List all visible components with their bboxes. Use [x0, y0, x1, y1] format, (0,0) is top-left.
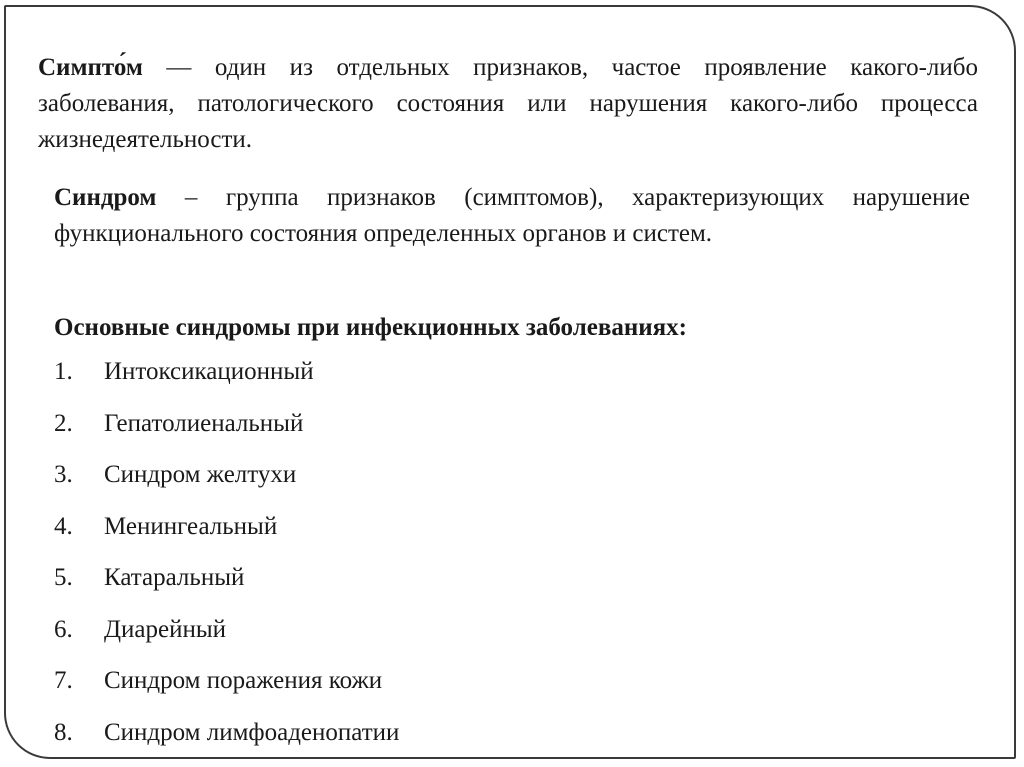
- list-item: [54, 355, 399, 407]
- syndromes-heading: Основные синдромы при инфекционных заболеваниях:: [54, 314, 687, 341]
- symptom-term: Симпто́м: [38, 54, 143, 81]
- list-item-number: 4.: [54, 512, 73, 540]
- list-item-number: 6.: [54, 615, 73, 643]
- list-item-label: Катаральный: [104, 564, 245, 591]
- list-item: [54, 510, 399, 562]
- list-item: [54, 458, 399, 510]
- symptom-definition: [38, 50, 978, 158]
- list-item-label: Синдром поражения кожи: [104, 667, 383, 694]
- list-item: [54, 664, 399, 716]
- list-item-number: 3.: [54, 461, 73, 488]
- list-item-number: 8.: [54, 718, 73, 746]
- list-item-label: Менингеальный: [104, 512, 278, 540]
- symptom-text: — один из отдельных признаков, частое проявление какого-либо заболевания, патологического состояния или нарушения какого-либо процесса жизнедеятельности.: [38, 54, 978, 153]
- list-item: [54, 613, 399, 665]
- syndrome-term: Синдром: [54, 184, 157, 211]
- list-item-number: 7.: [54, 667, 73, 694]
- list-item-label: Синдром лимфоаденопатии: [104, 718, 400, 746]
- syndrome-text: – группа признаков (симптомов), характеризующих нарушение функционального состояния определенных органов и систем.: [54, 184, 970, 247]
- list-item-label: Диарейный: [104, 615, 227, 643]
- list-item-label: Синдром желтухи: [104, 461, 297, 488]
- list-item-number: 5.: [54, 564, 73, 591]
- list-item-label: Интоксикационный: [104, 358, 314, 385]
- list-item: [54, 716, 399, 767]
- syndromes-list: [54, 355, 399, 767]
- list-item-label: Гепатолиенальный: [104, 409, 304, 437]
- list-item-number: 1.: [54, 358, 73, 385]
- list-item: [54, 561, 399, 613]
- list-item: [54, 407, 399, 459]
- syndrome-definition: [54, 180, 970, 252]
- list-item-number: 2.: [54, 409, 73, 437]
